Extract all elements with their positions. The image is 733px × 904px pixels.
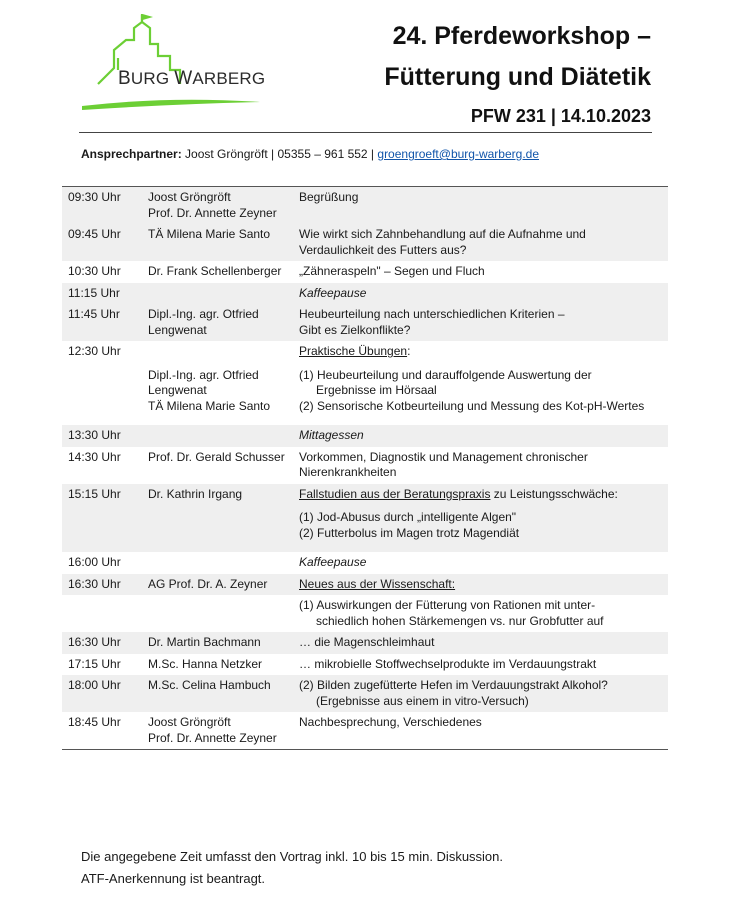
table-row: 16:30 Uhr AG Prof. Dr. A. Zeyner Neues aus der Wissenschaft: — [62, 574, 668, 596]
program-table — [62, 186, 668, 750]
castle-icon — [78, 14, 268, 114]
table-row: 11:15 Uhr Kaffeepause — [62, 283, 668, 305]
table-row: 16:00 Uhr Kaffeepause — [68, 555, 367, 569]
table-row: 17:15 Uhr M.Sc. Hanna Netzker … mikrobielle Stoffwechselprodukte im Verdauungstrakt — [68, 656, 597, 671]
logo-wordmark: BURG WARBERG — [118, 68, 266, 89]
table-row: 09:45 Uhr TÄ Milena Marie Santo Wie wirkt sich Zahnbehandlung auf die Aufnahme und Verdaulichkeit des Futters aus? — [62, 224, 668, 261]
title-line-2: Fütterung und Diätetik — [384, 63, 651, 91]
table-row: 15:15 Uhr Dr. Kathrin Irgang Fallstudien aus der Beratungspraxis zu Leistungsschwäche: (1) Jod-Abusus durch „intelligente Algen" (2) Futterbolus im Magen trotz Magendiät — [62, 484, 668, 553]
footer-note-1: Die angegebene Zeit umfasst den Vortrag inkl. 10 bis 15 min. Diskussion. — [81, 849, 504, 864]
title-line-1: 24. Pferdeworkshop – — [392, 22, 651, 50]
table-row: 11:45 Uhr Dipl.-Ing. agr. Otfried Lengwenat Heubeurteilung nach unterschiedlichen Kriterien – Gibt es Zielkonflikte? — [62, 304, 668, 341]
table-row: 18:45 Uhr Joost Gröngröft Prof. Dr. Annette Zeyner Nachbesprechung, Verschiedenes — [62, 712, 668, 750]
table-row: 09:30 Uhr Joost Gröngröft Prof. Dr. Annette Zeyner Begrüßung — [62, 187, 668, 225]
contact-text: Joost Gröngröft | 05355 – 961 552 | — [181, 147, 378, 161]
table-row: 16:30 Uhr Dr. Martin Bachmann … die Magenschleimhaut — [62, 632, 668, 654]
contact-email-link[interactable]: groengroeft@burg-warberg.de — [377, 147, 539, 161]
table-row: 10:30 Uhr Dr. Frank Schellenberger „Zähneraspeln" – Segen und Fluch — [68, 264, 485, 278]
table-row: (1) Auswirkungen der Fütterung von Rationen mit unter- schiedlich hohen Stärkemengen vs. nur Grobfutter auf — [299, 598, 604, 628]
contact-label: Ansprechpartner: — [81, 147, 182, 161]
subtitle: PFW 231 | 14.10.2023 — [470, 106, 651, 126]
burg-warberg-logo — [78, 14, 268, 114]
contact-line — [81, 147, 539, 161]
table-row: 13:30 Uhr Mittagessen — [62, 425, 668, 447]
table-row: 14:30 Uhr Prof. Dr. Gerald Schusser Vorkommen, Diagnostik und Management chronischer Nierenkrankheiten — [68, 449, 588, 479]
footer-note-2: ATF-Anerkennung ist beantragt. — [81, 871, 266, 886]
table-row: 18:00 Uhr M.Sc. Celina Hambuch (2) Bilden zugefütterte Hefen im Verdauungstrakt Alkohol? (Ergebnisse aus einem in vitro-Versuch) — [62, 675, 668, 712]
table-row: 12:30 Uhr Dipl.-Ing. agr. Otfried Lengwenat TÄ Milena Marie Santo Praktische Übungen: (1) Heubeurteilung und darauffolgende Auswertung der Ergebnisse im Hörsaal (2) Sensorische Kotbeurteilung und Messung des Kot-pH-Wertes — [68, 344, 645, 413]
header-divider — [79, 132, 652, 133]
